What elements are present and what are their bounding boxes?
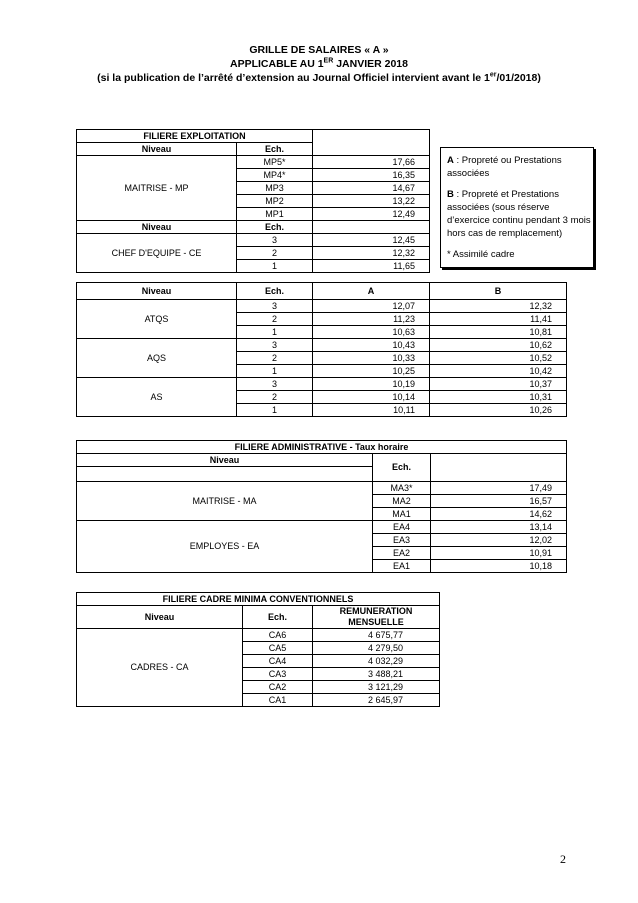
col-ech: Ech. — [237, 143, 313, 156]
cell-ech: MP5* — [237, 156, 313, 169]
applicable-suffix: JANVIER 2018 — [333, 58, 408, 70]
cell-value: 4 032,29 — [313, 655, 440, 668]
cell-ech: 2 — [237, 352, 313, 365]
row-label: CHEF D'EQUIPE - CE — [77, 234, 237, 273]
col-a: A — [313, 283, 430, 300]
col-niveau: Niveau — [77, 606, 243, 629]
cell-b: 10,37 — [430, 378, 567, 391]
cell-value: 13,14 — [431, 521, 567, 534]
cell-ech: 2 — [237, 391, 313, 404]
col-niveau: Niveau — [77, 221, 237, 234]
cell-value: 13,22 — [313, 195, 430, 208]
cell-value: 10,91 — [431, 547, 567, 560]
cell-ech: CA5 — [243, 642, 313, 655]
table-row — [77, 300, 567, 313]
legend-star: * Assimilé cadre — [447, 249, 515, 260]
page-title: GRILLE DE SALAIRES « A » — [249, 44, 389, 56]
table-row — [77, 629, 440, 642]
cell-value: 14,67 — [313, 182, 430, 195]
col-niveau: Niveau — [77, 454, 373, 467]
row-label: ATQS — [77, 300, 237, 339]
cell-value: 2 645,97 — [313, 694, 440, 707]
cell-value: 12,49 — [313, 208, 430, 221]
note-prefix: (si la publication de l’arrêté d’extension au Journal Officiel intervient avant le 1 — [97, 72, 490, 84]
cell-value: 17,66 — [313, 156, 430, 169]
applicable-prefix: APPLICABLE AU 1 — [230, 58, 324, 70]
applicable-date — [0, 58, 638, 71]
cell-ech: EA1 — [373, 560, 431, 573]
cell-ech: MA1 — [373, 508, 431, 521]
cell-b: 11,41 — [430, 313, 567, 326]
cell-a: 10,19 — [313, 378, 430, 391]
cell-a: 11,23 — [313, 313, 430, 326]
cell-a: 10,33 — [313, 352, 430, 365]
administrative-table — [76, 440, 567, 573]
legend-a — [447, 154, 593, 180]
cell-ech: 1 — [237, 404, 313, 417]
row-label: MAITRISE - MP — [77, 156, 237, 221]
cell-value: 16,57 — [431, 495, 567, 508]
cell-b: 10,42 — [430, 365, 567, 378]
cell-ech: MP2 — [237, 195, 313, 208]
row-label: AQS — [77, 339, 237, 378]
cell-ech: EA4 — [373, 521, 431, 534]
legend-box — [440, 147, 594, 268]
cell-value: 16,35 — [313, 169, 430, 182]
cell-ech: MA3* — [373, 482, 431, 495]
col-niveau: Niveau — [77, 143, 237, 156]
note-sup: er — [489, 71, 497, 79]
page-number: 2 — [560, 852, 566, 866]
row-label: CADRES - CA — [77, 629, 243, 707]
cell-ech: 1 — [237, 260, 313, 273]
cell-ech: MA2 — [373, 495, 431, 508]
cell-ech: 3 — [237, 339, 313, 352]
col-ech: Ech. — [237, 221, 313, 234]
col-b: B — [430, 283, 567, 300]
administrative-title: FILIERE ADMINISTRATIVE - Taux horaire — [77, 441, 567, 454]
legend-b — [447, 188, 593, 240]
row-label: EMPLOYES - EA — [77, 521, 373, 573]
cell-ech: MP1 — [237, 208, 313, 221]
cell-value: 4 675,77 — [313, 629, 440, 642]
exploitation-ab-table — [76, 282, 567, 417]
cell-ech: CA6 — [243, 629, 313, 642]
cell-ech: 3 — [237, 300, 313, 313]
cell-ech: MP4* — [237, 169, 313, 182]
legend-b-text: : Propreté et Prestations associées (sous réserve d’exercice continu pendant 3 mois hors cas de remplacement) — [447, 189, 591, 239]
cell-value: 4 279,50 — [313, 642, 440, 655]
cell-value: 10,18 — [431, 560, 567, 573]
cell-a: 12,07 — [313, 300, 430, 313]
table-row — [77, 521, 567, 534]
cell-ech: 1 — [237, 365, 313, 378]
cell-ech: 2 — [237, 247, 313, 260]
cell-a: 10,11 — [313, 404, 430, 417]
cell-ech: 2 — [237, 313, 313, 326]
cell-ech: EA2 — [373, 547, 431, 560]
row-label: MAITRISE - MA — [77, 482, 373, 521]
cell-a: 10,14 — [313, 391, 430, 404]
table-row — [77, 339, 567, 352]
cell-ech: CA1 — [243, 694, 313, 707]
cell-ech: MP3 — [237, 182, 313, 195]
table-row — [77, 156, 430, 169]
legend-a-key: A — [447, 155, 454, 166]
cell-a: 10,63 — [313, 326, 430, 339]
table-row — [77, 378, 567, 391]
cell-b: 12,32 — [430, 300, 567, 313]
cell-a: 10,25 — [313, 365, 430, 378]
cell-b: 10,26 — [430, 404, 567, 417]
cell-b: 10,81 — [430, 326, 567, 339]
col-ech: Ech. — [243, 606, 313, 629]
publication-note — [0, 72, 638, 85]
row-label: AS — [77, 378, 237, 417]
table-row — [77, 234, 430, 247]
cell-ech: 1 — [237, 326, 313, 339]
col-niveau: Niveau — [77, 283, 237, 300]
exploitation-title: FILIERE EXPLOITATION — [77, 130, 313, 143]
cell-value: 3 121,29 — [313, 681, 440, 694]
cell-ech: CA3 — [243, 668, 313, 681]
cell-a: 10,43 — [313, 339, 430, 352]
legend-a-text: : Propreté ou Prestations associées — [447, 155, 562, 179]
legend-b-key: B — [447, 189, 454, 200]
col-ech: Ech. — [373, 454, 431, 482]
cadre-title: FILIERE CADRE MINIMA CONVENTIONNELS — [77, 593, 440, 606]
cell-b: 10,31 — [430, 391, 567, 404]
cell-value: 12,32 — [313, 247, 430, 260]
cell-ech: 3 — [237, 378, 313, 391]
cell-value: 12,45 — [313, 234, 430, 247]
note-suffix: /01/2018) — [496, 72, 541, 84]
col-remuneration: REMUNERATION MENSUELLE — [313, 606, 440, 629]
cadre-table — [76, 592, 440, 707]
cell-ech: 3 — [237, 234, 313, 247]
cell-b: 10,62 — [430, 339, 567, 352]
cell-value: 17,49 — [431, 482, 567, 495]
cell-value: 3 488,21 — [313, 668, 440, 681]
cell-value: 14,62 — [431, 508, 567, 521]
col-ech: Ech. — [237, 283, 313, 300]
cell-ech: CA4 — [243, 655, 313, 668]
cell-value: 12,02 — [431, 534, 567, 547]
applicable-sup: ER — [323, 57, 334, 65]
cell-ech: CA2 — [243, 681, 313, 694]
cell-b: 10,52 — [430, 352, 567, 365]
table-row — [77, 482, 567, 495]
exploitation-table — [76, 129, 430, 273]
cell-value: 11,65 — [313, 260, 430, 273]
cell-ech: EA3 — [373, 534, 431, 547]
